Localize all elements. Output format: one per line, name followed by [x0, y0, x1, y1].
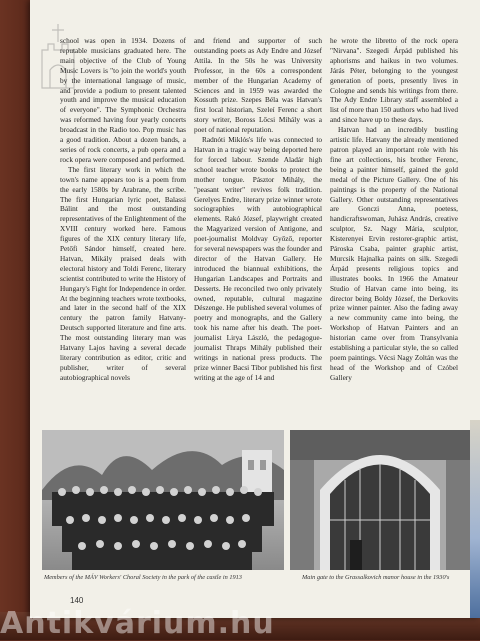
text-column-1 [60, 36, 186, 383]
choral-society-photo [42, 430, 284, 570]
manor-gate-photo [290, 430, 470, 570]
text-column-2 [194, 36, 322, 383]
paragraph: The first literary work in which the town's name appears too is a poem from the early 1580s by Arabrane, the scribe. The first Hungarian lyric poet, Balassi Bálint and the most outstanding representatives of the Enlightenment of the XVIII century worked here. Famous figures of the XIX century literary life, Petőfi Sándor himself, created here. Hatvan, Mikály praised deals with electoral history and Toldi Ferenc, literary scientist contributed to write the History of Hungary's Fight for Independence in order. At the beginning teachers wrote textbooks, and later in the second half of the XIX century the patron family Hatvany-Deutsch supported literature and fine arts. The most outstanding literary man was Hatvany Lajos having a several decade literary contribution as editor, critic and publisher, writer of several autobiographical novels [60, 164, 186, 382]
book-page [30, 0, 480, 618]
text-column-3 [330, 36, 458, 383]
paragraph: and friend and supporter of such outstanding poets as Ady Endre and József Attila. In the 50s he was University Professor, in the 60s a correspondent member of the Hungarian Academy of Sciences and in 1959 was awarded the Kossuth prize. Szepes Béla was Hatvan's first local historian, Szeleí Ferenc a short story writer, Boross Lőcsi Mihály was a poet of national reputation. [194, 36, 322, 135]
paragraph: he wrote the libretto of the rock opera "Nirvana". Szegedi Árpád published his aphorisms and haikus in two volumes. Járás Péter, belonging to the youngest generation of poets, presently lives in Cologne and sends his writings from there. The Ady Endre Library staff assembled a list of more than 150 authors who had lived and since have up to these days. [330, 36, 458, 125]
paragraph: Radnóti Miklós's life was connected to Hatvan in a tragic way being deported here for forced labour. Szende Aladár high school teacher wrote books to protect the mother tongue. Pásztor Mihály, the "peasant writer" revives folk tradition. Gerelyes Endre, literary prize winner wrote sociographies with autobiographical elements. Rakó József, playwright created the Magyarized version of Antigone, and poet-journalist Moldvay Győző, reporter for several newspapers was the founder and director of the Hatvan Gallery. He introduced the biannual exhibitions, the Hungarian Landscapes and Portraits and Desserts. He reconciled two only privately owned, reputable, cultural magazine Dészenge. He published several volumes of poetry and monographs, and the Gallery took his name after his death. The poet-journalist Lirya László, the pedagogue-journalist Thraps Mihály published their writings in national press products. The prize winner Bacsi Tibor published his first writing at the age of 14 and [194, 135, 322, 382]
page-number: 140 [70, 596, 84, 605]
photo-caption: Members of the MÁV Workers' Choral Society in the park of the castle in 1913 [44, 574, 242, 581]
paragraph: school was open in 1934. Dozens of reputable musicians graduated here. The main objective of the Club of Young Music Lovers is "to join the world's youth by the international language of music, and provide a podium to present talented youth and improve the musical education of everyone". The Symphonic Orchestra was reformed having four yearly concerts broadcast in the Radio too. Pop music has a good tradition. About a dozen bands, a series of rock concerts, a pub opera and a rock opera were composed and performed. [60, 36, 186, 164]
paragraph: Hatvan had an incredibly bustling artistic life. Hatvany the already mentioned patron played an important role with his fine art collections, his brother Ferenc, being a painter himself, gained the gold medal of the Picture Gallery. One of his paintings is the property of the National Gallery. Other outstanding representatives are Gonczi Anna, poetess, handicraftswoman, Juhász András, creative sculptor, Sz. Nagy Mária, sculptor, Kisterenyei Ervin restorer-graphic artist, Pároska Csaba, painter graphic artist, Murcsik Hajnalka paints on silk. Szegedi Árpád presents religious topics and illustrates books. In 1966 the Amateur Studio of Hatvan came into being, its director being Boldy József, the Derkovits prize winner painter. Also the fading away a new community came into being, the Workshop of Hatvan Painters and an historian came over from Transylvania establishing a particular style, the so called poem paintings. Vécsi Nagy Zoltán was the head of the Workshop and of Czóbel Gallery [330, 125, 458, 382]
watermark-text: Antikvárium.hu [0, 606, 275, 641]
photo-caption: Main gate to the Grassalkovich manor house in the 1930's [302, 574, 450, 581]
book-edge [470, 420, 480, 618]
